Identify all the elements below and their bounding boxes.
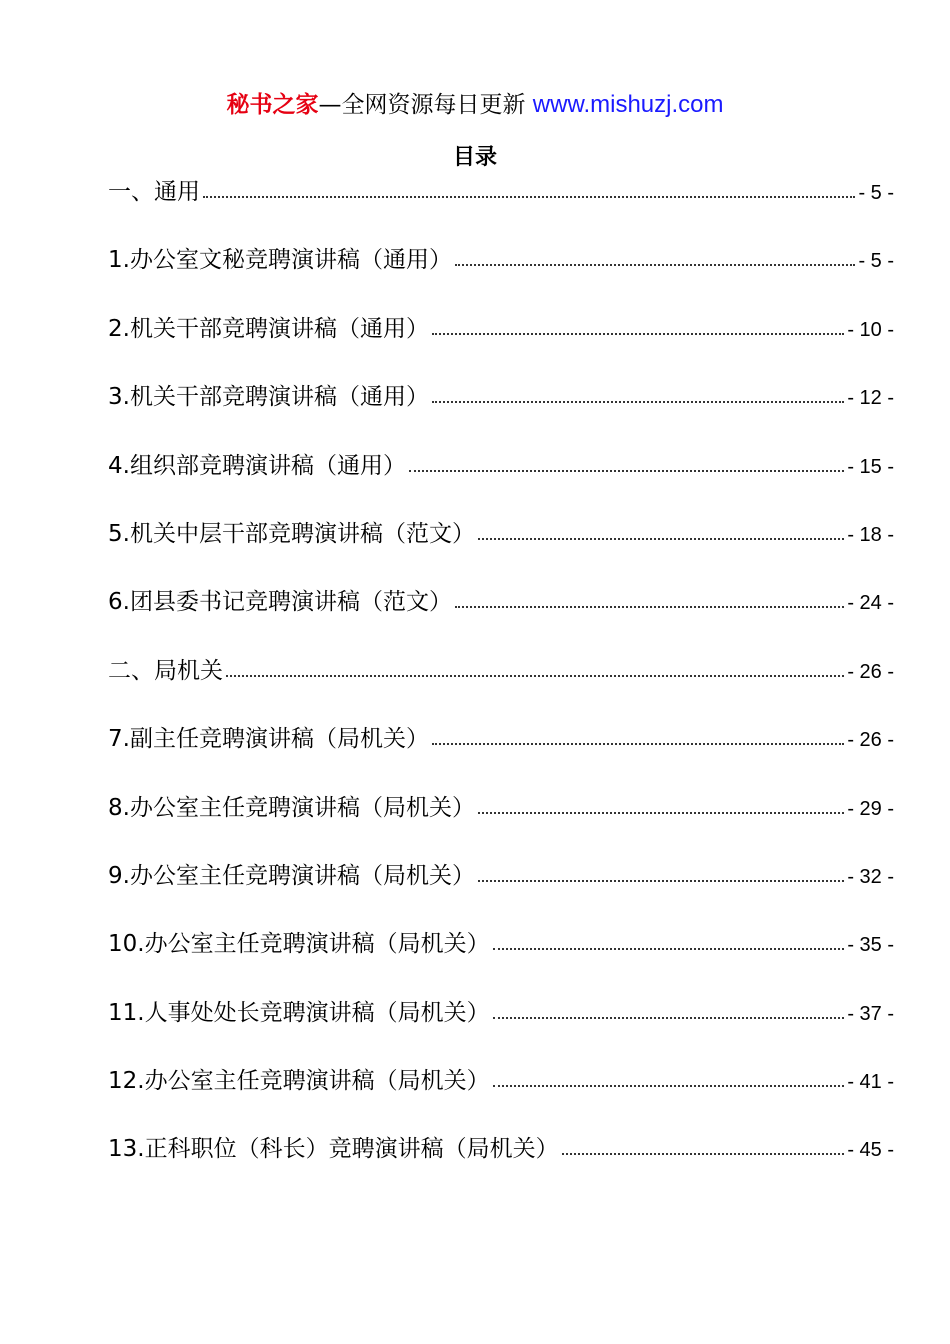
toc-entry-label: 1.办公室文秘竞聘演讲稿（通用） (108, 247, 452, 274)
toc-entry-label: 10.办公室主任竞聘演讲稿（局机关） (108, 931, 490, 958)
site-url-link[interactable]: www.mishuzj.com (532, 91, 724, 118)
dot-leader (493, 928, 845, 950)
toc-entry-label: 2.机关干部竞聘演讲稿（通用） (108, 315, 429, 342)
toc-title: 目录 (452, 145, 497, 170)
toc-entry[interactable] (108, 721, 894, 789)
toc-page-number: - 29 - (847, 797, 894, 820)
toc-entry-label: 9.办公室主任竞聘演讲稿（局机关） (108, 862, 475, 889)
dot-leader (493, 1065, 845, 1087)
toc-entry-label: 二、局机关 (108, 657, 223, 684)
dot-leader (478, 518, 844, 540)
toc-page-number: - 18 - (847, 523, 894, 546)
toc-entry-label: 6.团县委书记竞聘演讲稿（范文） (108, 589, 452, 616)
toc-page-number: - 41 - (847, 1071, 894, 1094)
toc-entry-label: 11.人事处处长竞聘演讲稿（局机关） (108, 999, 490, 1026)
toc-page-number: - 37 - (847, 1002, 894, 1025)
dot-leader (562, 1133, 845, 1155)
toc-entry-label: 7.副主任竞聘演讲稿（局机关） (108, 726, 429, 753)
toc-entry[interactable] (108, 1063, 894, 1131)
toc-entry[interactable] (108, 858, 894, 926)
dot-leader (432, 723, 844, 745)
toc-entry[interactable] (108, 653, 894, 721)
site-header (0, 88, 950, 122)
toc-entry[interactable] (108, 995, 894, 1063)
toc-entry[interactable] (108, 790, 894, 858)
toc-entry[interactable] (108, 448, 894, 516)
toc-page-number: - 15 - (847, 455, 894, 478)
brand-name: 秘书之家 (226, 92, 319, 118)
dot-leader (478, 792, 844, 814)
toc-entry[interactable] (108, 926, 894, 994)
toc-page-number: - 26 - (847, 729, 894, 752)
dot-leader (226, 655, 844, 677)
table-of-contents (108, 174, 894, 1200)
toc-page-number: - 35 - (847, 934, 894, 957)
dot-leader (478, 860, 844, 882)
toc-page-number: - 12 - (847, 387, 894, 410)
toc-page-number: - 5 - (858, 250, 894, 273)
toc-entry[interactable] (108, 311, 894, 379)
dot-leader (455, 244, 855, 266)
toc-entry-label: 8.办公室主任竞聘演讲稿（局机关） (108, 794, 475, 821)
toc-page-number: - 5 - (858, 182, 894, 204)
dot-leader (409, 450, 844, 472)
toc-entry-label: 4.组织部竞聘演讲稿（通用） (108, 452, 406, 479)
toc-entry-label: 3.机关干部竞聘演讲稿（通用） (108, 384, 429, 411)
toc-page-number: - 32 - (847, 865, 894, 888)
toc-entry[interactable] (108, 242, 894, 310)
dot-leader (432, 381, 844, 403)
toc-entry[interactable] (108, 584, 894, 652)
dot-leader (455, 586, 844, 608)
toc-entry-label: 13.正科职位（科长）竞聘演讲稿（局机关） (108, 1136, 559, 1163)
header-tagline: —全网资源每日更新 (318, 92, 526, 118)
toc-entry[interactable] (108, 379, 894, 447)
dot-leader (203, 176, 855, 198)
toc-entry-label: 5.机关中层干部竞聘演讲稿（范文） (108, 520, 475, 547)
toc-entry[interactable] (108, 516, 894, 584)
toc-page-number: - 10 - (847, 318, 894, 341)
dot-leader (432, 313, 844, 335)
toc-page-number: - 24 - (847, 592, 894, 615)
toc-page-number: - 45 - (847, 1139, 894, 1162)
toc-entry[interactable] (108, 1131, 894, 1199)
dot-leader (493, 997, 845, 1019)
toc-entry-label: 一、通用 (108, 179, 200, 205)
toc-entry-label: 12.办公室主任竞聘演讲稿（局机关） (108, 1068, 490, 1095)
toc-page-number: - 26 - (847, 660, 894, 683)
toc-entry[interactable] (108, 174, 894, 242)
